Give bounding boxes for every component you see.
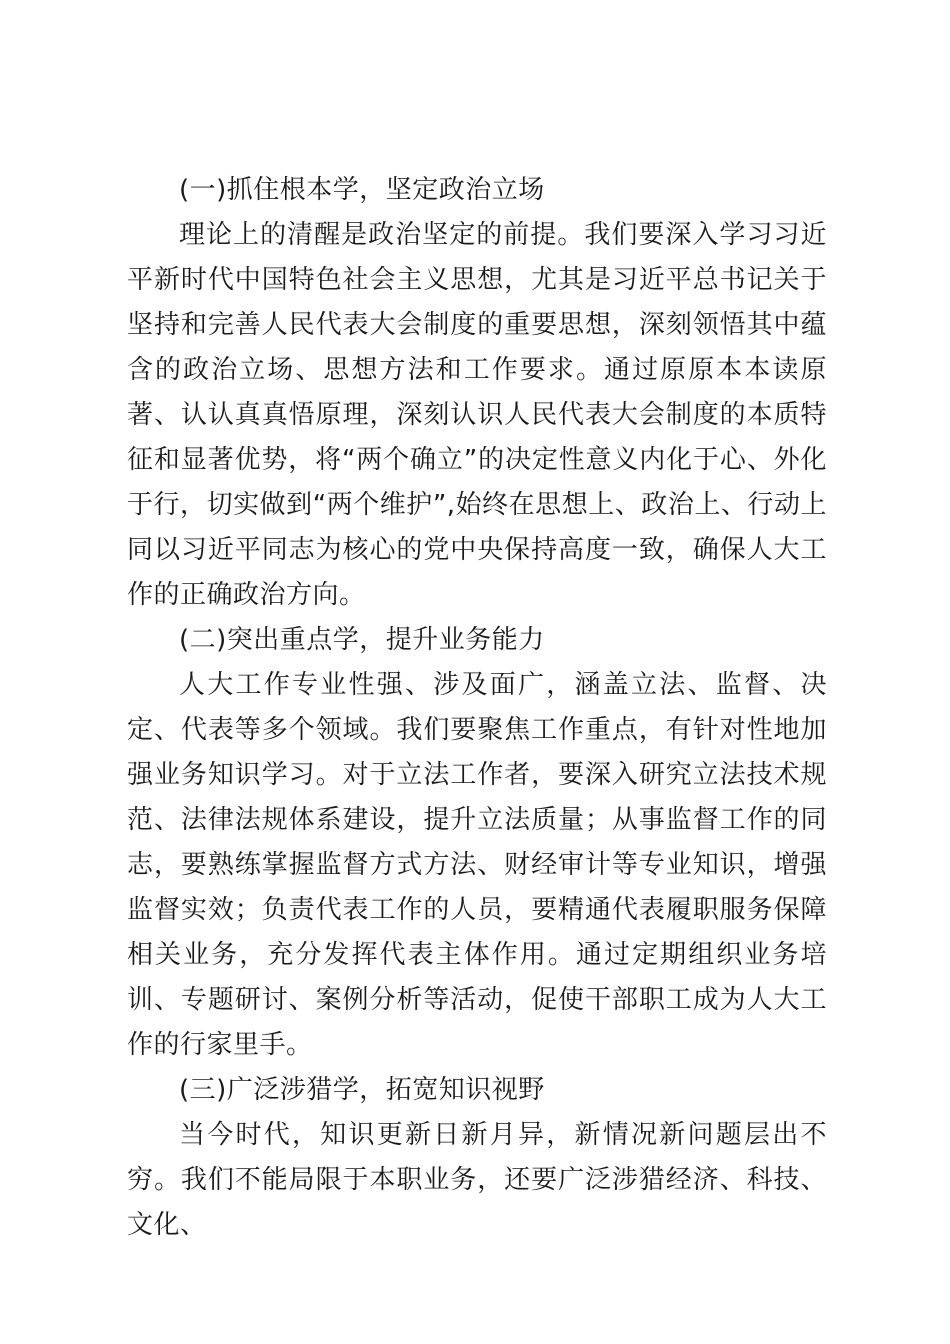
section-paragraph-1: 理论上的清醒是政治坚定的前提。我们要深入学习习近平新时代中国特色社会主义思想，尤其是习近平总书记关于坚持和完善人民代表大会制度的重要思想，深刻领悟其中蕴含的政治立场、思想方法和工作要求。通过原原本本读原著、认认真真悟原理，深刻认识人民代表大会制度的本质特征和显著优势，将“两个确立”的决定性意义内化于心、外化于行，切实做到“两个维护”,始终在思想上、政治上、行动上同以习近平同志为核心的党中央保持高度一致，确保人大工作的正确政治方向。 [127,220,827,610]
section-paragraph-3: 当今时代，知识更新日新月异，新情况新问题层出不穷。我们不能局限于本职业务，还要广泛涉猎经济、科技、文化、 [127,1120,827,1240]
section-heading-2: (二)突出重点学，提升业务能力 [179,625,545,655]
section-heading-3: (三)广泛涉猎学，拓宽知识视野 [179,1075,545,1105]
section-paragraph-2: 人大工作专业性强、涉及面广，涵盖立法、监督、决定、代表等多个领域。我们要聚焦工作重点，有针对性地加强业务知识学习。对于立法工作者，要深入研究立法技术规范、法律法规体系建设，提升立法质量；从事监督工作的同志，要熟练掌握监督方式方法、财经审计等专业知识，增强监督实效；负责代表工作的人员，要精通代表履职服务保障相关业务，充分发挥代表主体作用。通过定期组织业务培训、专题研讨、案例分析等活动，促使干部职工成为人大工作的行家里手。 [127,670,827,1060]
document-body [127,168,827,1248]
section-heading-1: (一)抓住根本学，坚定政治立场 [179,175,545,205]
